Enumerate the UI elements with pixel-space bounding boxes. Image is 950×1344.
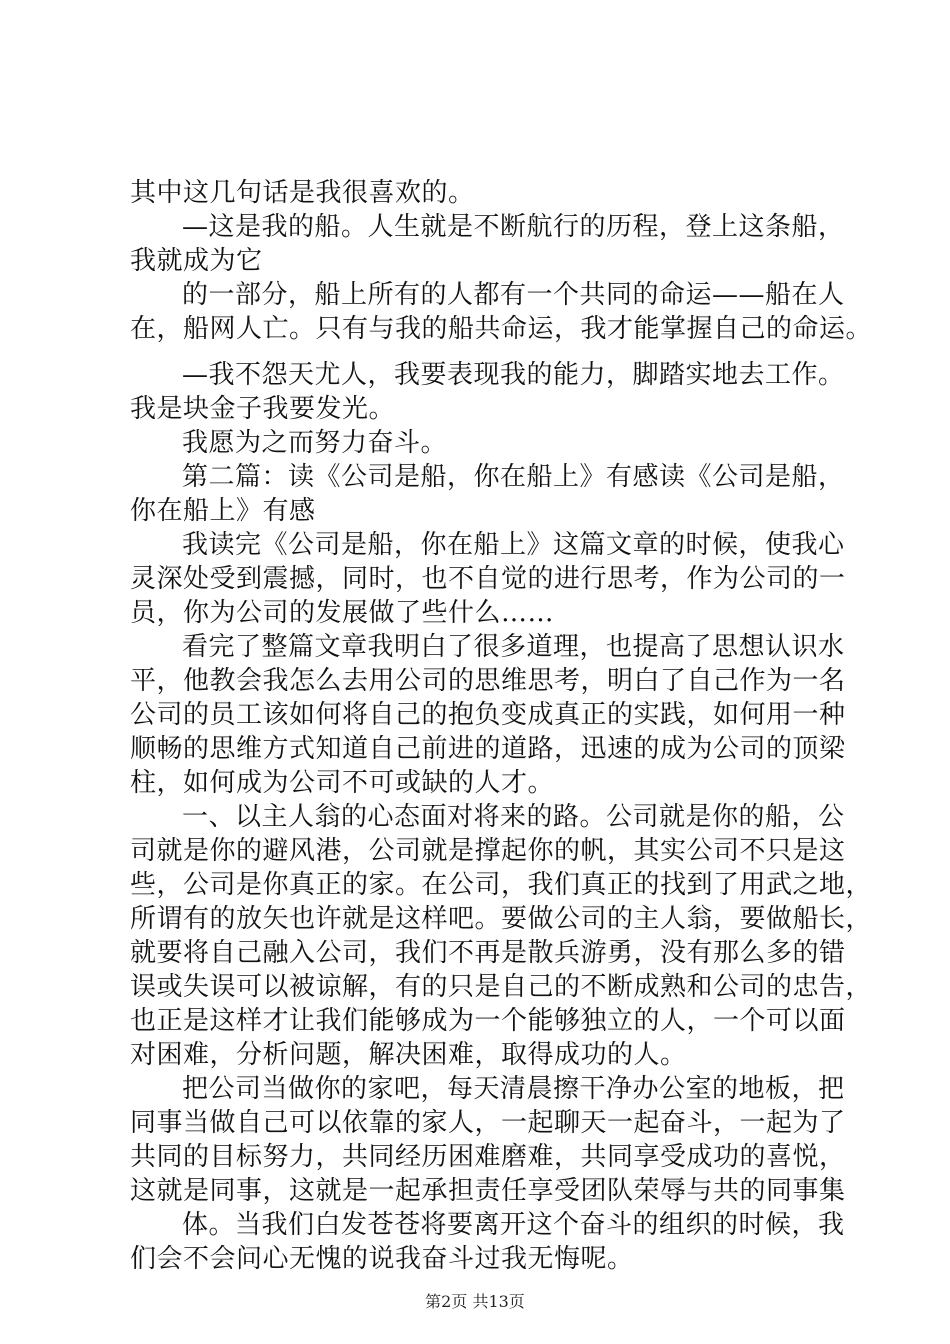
- text-line: 平，他教会我怎么去用公司的思维思考，明白了自己作为一名: [130, 666, 846, 696]
- section-heading: 你在船上》有感: [130, 496, 316, 526]
- text-line: —这是我的船。人生就是不断航行的历程，登上这条船，: [182, 212, 845, 242]
- text-line: 灵深处受到震撼，同时，也不自觉的进行思考，作为公司的一: [130, 564, 846, 594]
- text-line: 公司的员工该如何将自己的抱负变成真正的实践，如何用一种: [130, 700, 846, 730]
- text-line: 看完了整篇文章我明白了很多道理，也提高了思想认识水: [182, 632, 845, 662]
- text-line: 所谓有的放矢也许就是这样吧。要做公司的主人翁，要做船长，: [130, 904, 873, 934]
- text-line: 共同的目标努力，共同经历困难磨难，共同享受成功的喜悦，: [130, 1142, 846, 1172]
- text-line: 这就是同事，这就是一起承担责任享受团队荣辱与共的同事集: [130, 1176, 846, 1206]
- text-line: 我就成为它: [130, 246, 263, 276]
- text-line: 顺畅的思维方式知道自己前进的道路，迅速的成为公司的顶梁: [130, 734, 846, 764]
- text-line: 也正是这样才让我们能够成为一个能够独立的人，一个可以面: [130, 1006, 846, 1036]
- text-line: 我愿为之而努力奋斗。: [182, 428, 448, 458]
- text-line: 们会不会问心无愧的说我奋斗过我无悔呢。: [130, 1244, 634, 1274]
- text-line: 我是块金子我要发光。: [130, 394, 396, 424]
- text-line: 同事当做自己可以依靠的家人，一起聊天一起奋斗，一起为了: [130, 1108, 846, 1138]
- text-line: 些，公司是你真正的家。在公司，我们真正的找到了用武之地，: [130, 870, 873, 900]
- text-line: 一、以主人翁的心态面对将来的路。公司就是你的船，公: [182, 802, 845, 832]
- text-line: 的一部分，船上所有的人都有一个共同的命运——船在人: [182, 280, 845, 310]
- text-line: 体。当我们白发苍苍将要离开这个奋斗的组织的时候，我: [182, 1210, 845, 1240]
- text-line: 其中这几句话是我很喜欢的。: [130, 178, 475, 208]
- text-line: 在，船网人亡。只有与我的船共命运，我才能掌握自己的命运。: [130, 314, 873, 344]
- text-line: 对困难，分析问题，解决困难，取得成功的人。: [130, 1040, 687, 1070]
- section-heading: 第二篇：读《公司是船，你在船上》有感读《公司是船，: [182, 462, 845, 492]
- text-line: 司就是你的避风港，公司就是撑起你的帆，其实公司不只是这: [130, 836, 846, 866]
- text-line: 员，你为公司的发展做了些什么……: [130, 598, 555, 628]
- text-line: —我不怨天尤人，我要表现我的能力，脚踏实地去工作。: [182, 360, 845, 390]
- text-line: 我读完《公司是船，你在船上》这篇文章的时候，使我心: [182, 530, 845, 560]
- text-line: 把公司当做你的家吧，每天清晨擦干净办公室的地板，把: [182, 1074, 845, 1104]
- page-number-footer: 第2页 共13页: [425, 1292, 525, 1311]
- text-line: 误或失误可以被谅解，有的只是自己的不断成熟和公司的忠告，: [130, 972, 873, 1002]
- text-line: 柱，如何成为公司不可或缺的人才。: [130, 768, 555, 798]
- text-line: 就要将自己融入公司，我们不再是散兵游勇，没有那么多的错: [130, 938, 846, 968]
